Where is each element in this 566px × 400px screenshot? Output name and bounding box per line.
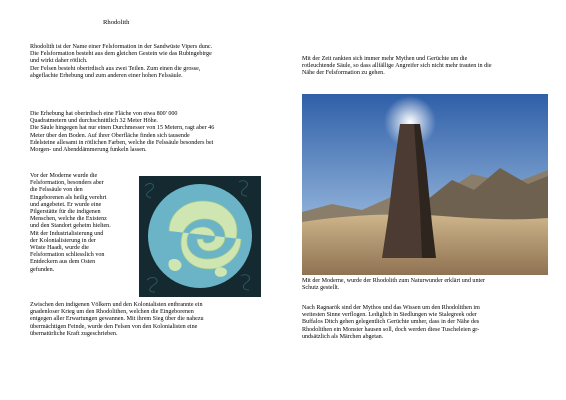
text-line: Menschen, welche die Existenz bbox=[30, 216, 107, 223]
text-line: Nach Ragnarök sind der Mythos und das Wissen um den Rhodolithen im bbox=[302, 305, 480, 311]
text-line: die Felssäule von den bbox=[30, 187, 83, 194]
text-line: Buffalos Ditch gehen gelegentlich Gerüchte umher, dass in der Nähe des bbox=[302, 319, 480, 326]
text-line: rotleuchtende Säule, so dass allfällige Angreifer sich nicht mehr trauten in die bbox=[302, 63, 492, 70]
text-line: Rhodolithen ein Monster hausen soll, doch werden diese Tuscheleien gr- bbox=[302, 326, 480, 333]
text-line: Quadratmetern und durchschnittlich 32 Meter Höhe. bbox=[30, 118, 158, 125]
text-line: Die Erhebung hat oberirdisch eine Fläche von etwa 800' 000 bbox=[30, 111, 178, 117]
text-line: undsätzlich als Märchen abgetan. bbox=[302, 333, 384, 340]
text-line: Felsformation, besonders aber bbox=[30, 180, 104, 187]
map-island-2 bbox=[215, 267, 227, 277]
text-line: Mit der Moderne, wurde der Rhodolith zum Naturwunder erklärt und unter bbox=[302, 278, 485, 284]
island-map-image bbox=[139, 176, 261, 297]
text-line: Mit der Industrialisierung und bbox=[30, 230, 104, 237]
text-line: Edelsteine allesamt in rötlichen Farben, welche die Felssäule besonders bei bbox=[30, 139, 214, 146]
page-title: Rhodolith bbox=[103, 19, 130, 26]
text-line: abgeflachte Erhebung und zum anderen einer hohen Felssäule. bbox=[30, 72, 183, 79]
text-line: Die Felsformation besteht aus dem gleichen Gestein wie das Rubingebirge bbox=[30, 51, 212, 58]
text-line: Der Felsen besteht oberirdisch aus zwei Teilen. Zum einen die grosse, bbox=[30, 65, 201, 72]
text-line: und wirkt daher rötlich. bbox=[30, 58, 88, 65]
text-line: entgegen aller Erwartungen gewannen. Mit ihrem Sieg über die nahezu bbox=[30, 316, 204, 323]
text-line: Rhodolith ist der Name einer Felsformation in der Sandwüste Vipers dunc. bbox=[30, 44, 213, 50]
right-paragraph-2 bbox=[302, 278, 547, 292]
text-line: Vor der Moderne wurde die bbox=[30, 173, 98, 179]
text-line: und den Standort geheim hielten. bbox=[30, 223, 111, 230]
text-line: Nähe der Felsformation zu gehen. bbox=[302, 70, 385, 77]
right-paragraph-3 bbox=[302, 305, 547, 341]
text-line: übernatürliche Kraft zugeschrieben. bbox=[30, 330, 118, 337]
text-line: übermächtigen Feinde, wurde den Felsen von den Kolonialisten eine bbox=[30, 323, 198, 330]
text-line: Pilgerstätte für die indigenen bbox=[30, 209, 101, 216]
left-paragraph-3 bbox=[30, 173, 130, 274]
left-paragraph-4 bbox=[30, 302, 270, 338]
text-line: Die Säule hingegen hat nur einen Durchmesser von 15 Metern, ragt aber 46 bbox=[30, 125, 215, 132]
text-line: Mit der Zeit rankten sich immer mehr Mythen und Gerüchte um die bbox=[302, 56, 468, 62]
text-line: Entdeckern aus dem Osten bbox=[30, 259, 96, 266]
text-line: und angebetet. Er wurde eine bbox=[30, 201, 102, 208]
text-line: gnadenloser Krieg um den Rhodolithen, welchen die Eingeborenen bbox=[30, 309, 194, 316]
text-line: Eingeborenen als heilig verehrt bbox=[30, 194, 107, 201]
text-line: Morgen- und Abenddämmerung funkeln lassen. bbox=[30, 147, 147, 154]
text-line: Felsformation schliesslich von bbox=[30, 252, 105, 259]
text-line: Schutz gestellt. bbox=[302, 285, 340, 292]
text-line: Meter über den Boden. Auf ihrer Oberfläche finden sich tausende bbox=[30, 132, 190, 139]
text-line: Zwischen den indigenen Völkern und den Kolonialisten entbrannte ein bbox=[30, 302, 203, 308]
text-line: der Kolonialisierung in der bbox=[30, 237, 96, 244]
rock-pillar-photo bbox=[302, 94, 548, 275]
text-line: weitesten Sinne verflogen. Lediglich in Siedlungen wie Stalegreek oder bbox=[302, 312, 477, 319]
text-line: Wüste Haadi, wurde die bbox=[30, 245, 89, 252]
left-paragraph-1 bbox=[30, 44, 270, 80]
left-paragraph-2 bbox=[30, 111, 270, 154]
right-paragraph-1 bbox=[302, 56, 547, 78]
text-line: gefunden. bbox=[30, 266, 55, 273]
